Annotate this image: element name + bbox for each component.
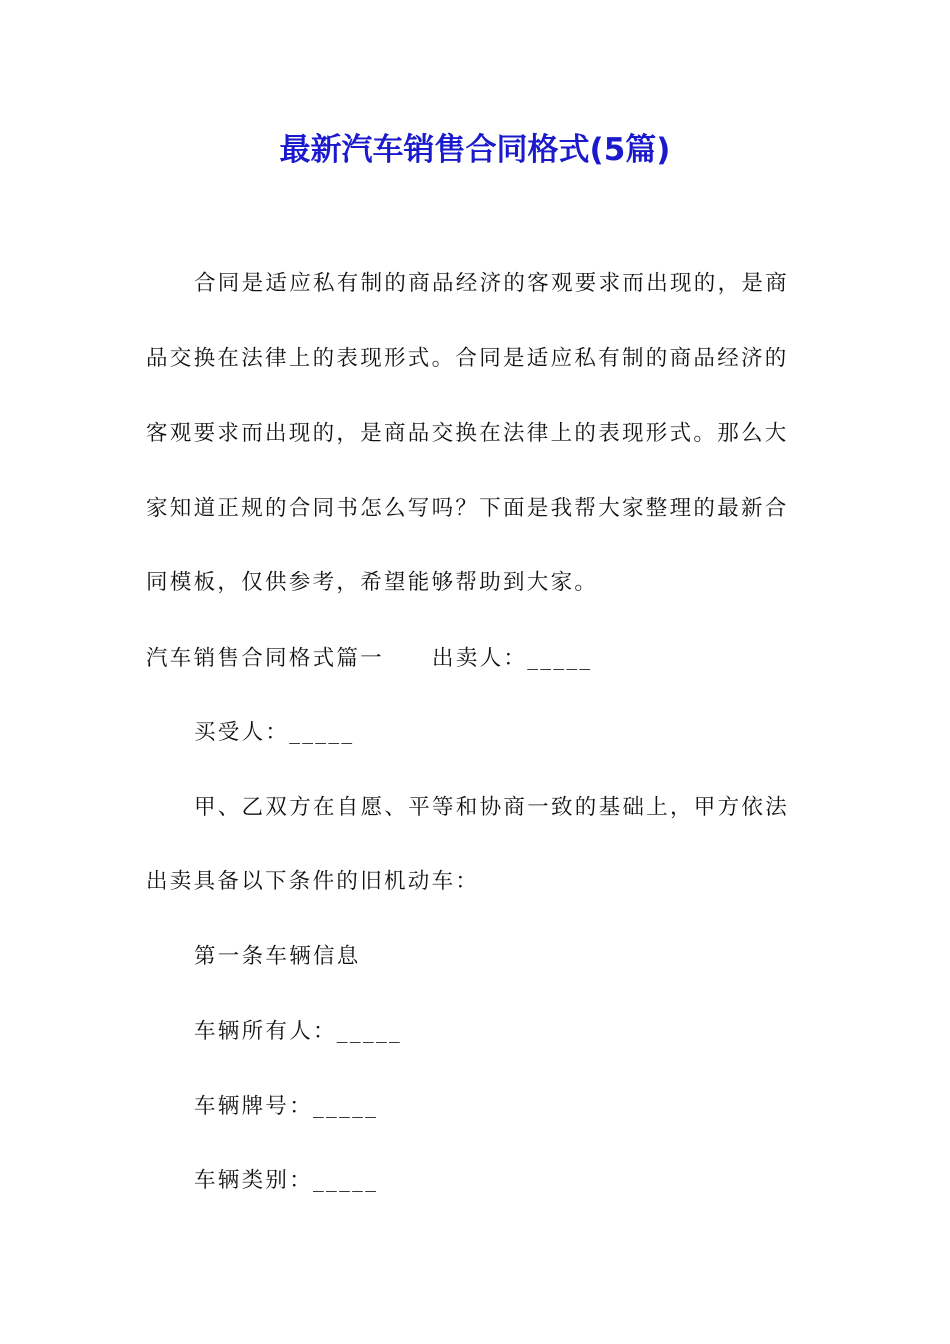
seller-field: 出卖人：_____ (432, 646, 593, 671)
agreement-line-1: 甲、乙双方在自愿、平等和协商一致的基础上，甲方依法 (194, 795, 790, 820)
buyer-field: 买受人：_____ (194, 720, 355, 745)
intro-line-3: 客观要求而出现的，是商品交换在法律上的表现形式。那么大 (146, 421, 789, 446)
field-plate-number: 车辆牌号：_____ (194, 1094, 379, 1119)
field-vehicle-category: 车辆类别：_____ (194, 1168, 379, 1193)
intro-line-4: 家知道正规的合同书怎么写吗？下面是我帮大家整理的最新合 (146, 496, 789, 521)
section-heading-row (146, 644, 592, 674)
article-heading: 第一条车辆信息 (194, 944, 361, 969)
field-vehicle-owner: 车辆所有人：_____ (194, 1019, 403, 1044)
intro-line-2: 品交换在法律上的表现形式。合同是适应私有制的商品经济的 (146, 346, 789, 371)
section-heading: 汽车销售合同格式篇一 (146, 646, 385, 671)
document-title: 最新汽车销售合同格式(5篇) (279, 132, 671, 168)
agreement-line-2: 出卖具备以下条件的旧机动车： (146, 869, 480, 894)
intro-line-5: 同模板，仅供参考，希望能够帮助到大家。 (146, 570, 599, 595)
intro-line-1: 合同是适应私有制的商品经济的客观要求而出现的，是商 (194, 271, 790, 296)
